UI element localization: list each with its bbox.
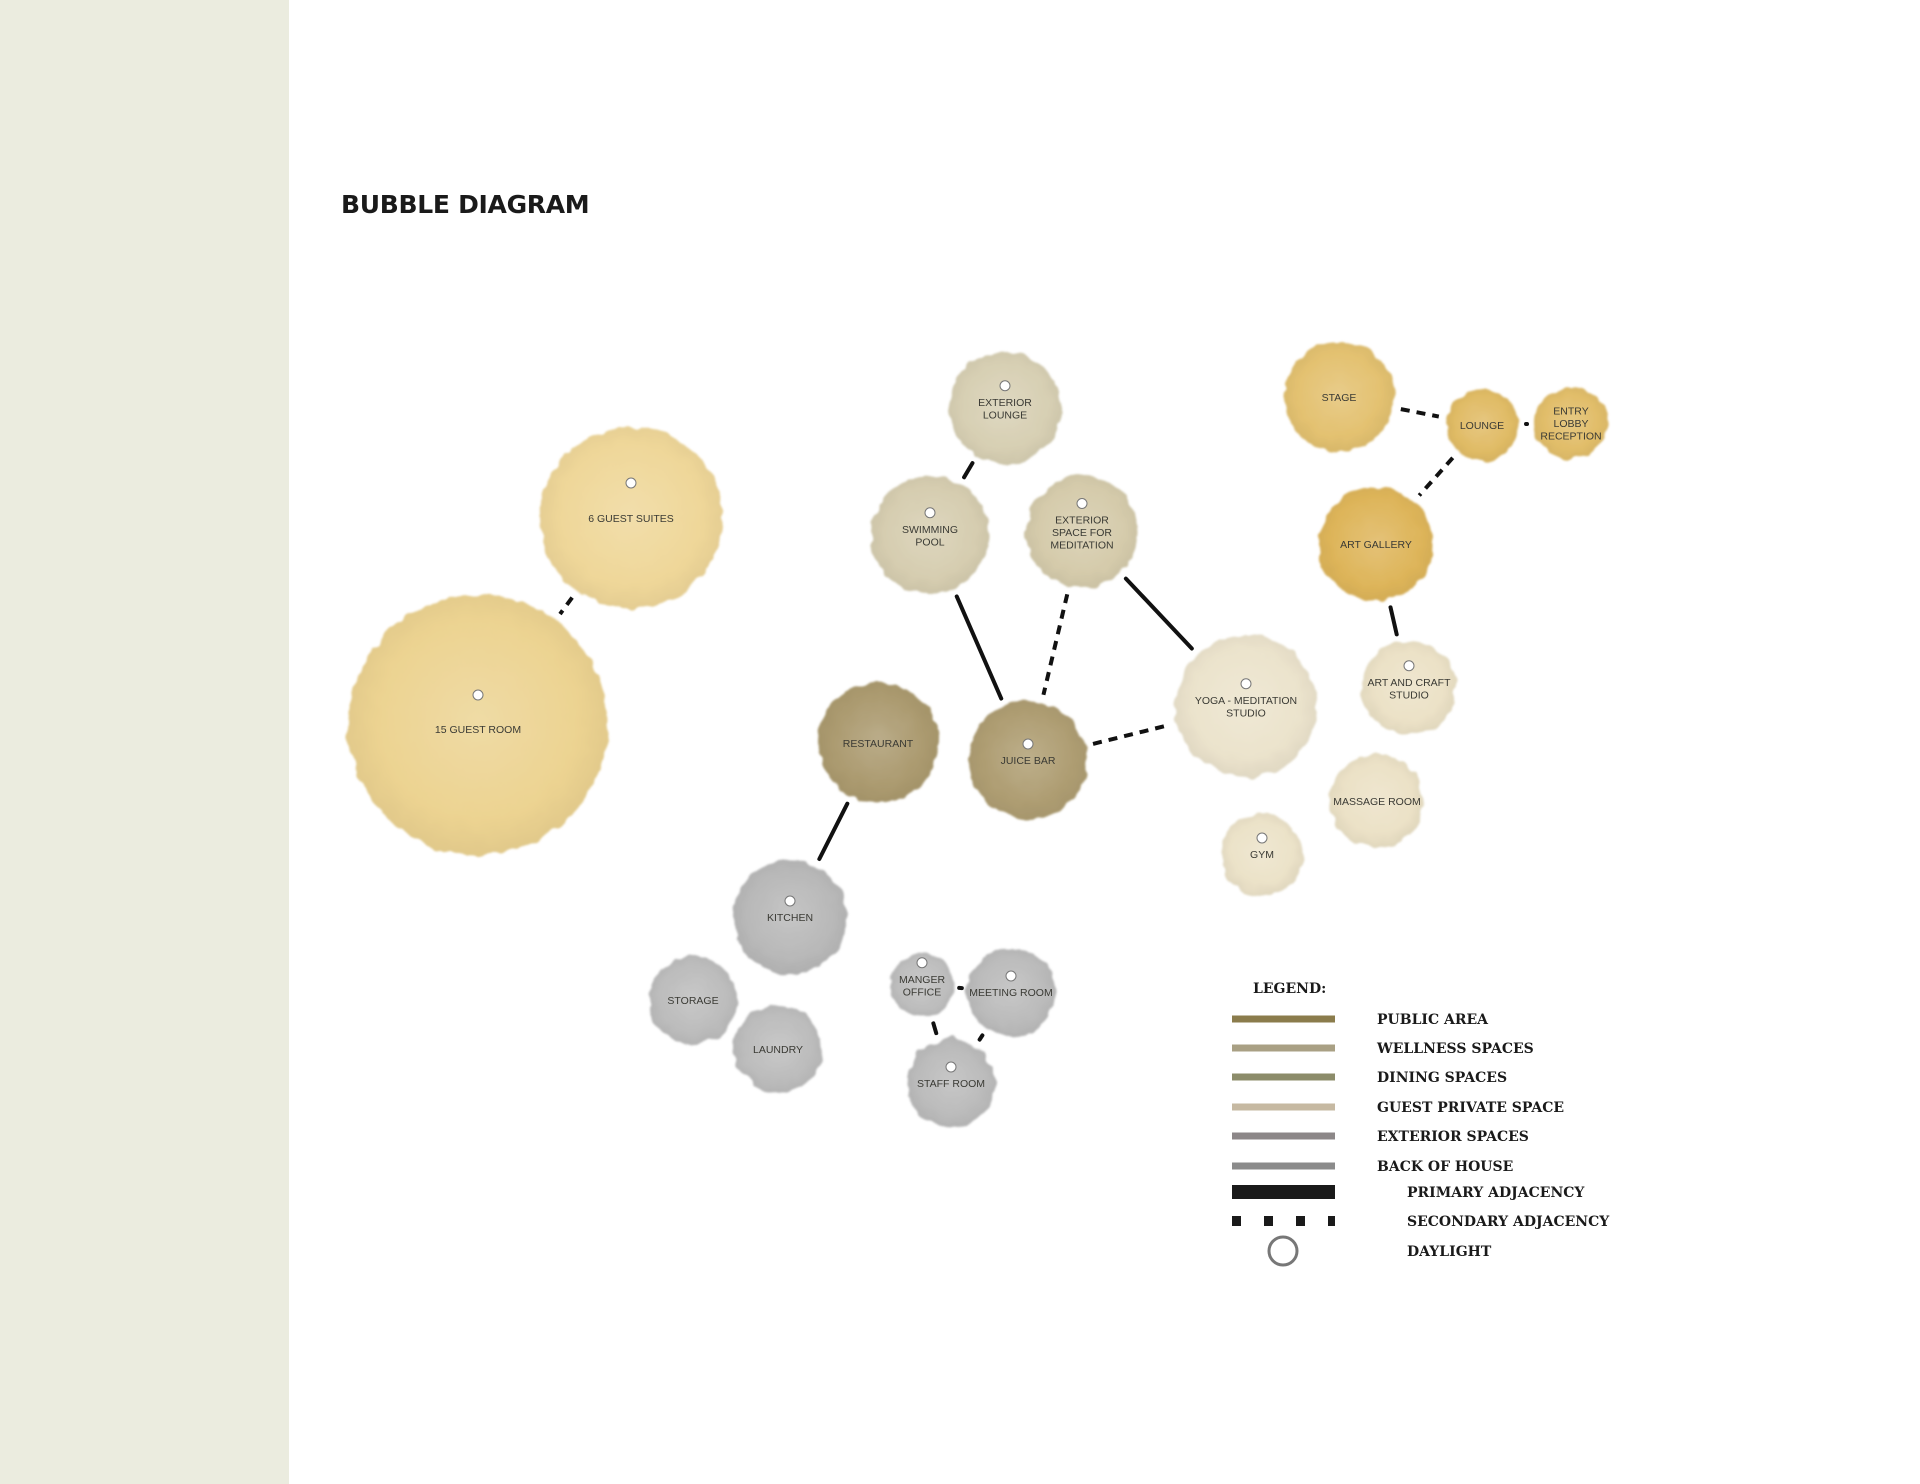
bubble-label: POOL bbox=[915, 536, 945, 549]
bubble-juice-bar bbox=[969, 701, 1087, 819]
bubble-art-craft-studio bbox=[1362, 641, 1456, 735]
legend-item bbox=[1232, 1129, 1529, 1145]
daylight-icon bbox=[1000, 381, 1010, 391]
bubble-swimming-pool bbox=[871, 476, 989, 594]
bubble-stage bbox=[1284, 342, 1394, 452]
bubble-label: 6 GUEST SUITES bbox=[588, 513, 674, 525]
bubble-label: 15 GUEST ROOM bbox=[434, 724, 522, 736]
daylight-icon bbox=[925, 508, 935, 518]
primary-adjacency-line bbox=[1126, 579, 1192, 649]
secondary-adjacency-line bbox=[1401, 409, 1439, 416]
secondary-adjacency-line bbox=[1419, 458, 1452, 496]
daylight-icon bbox=[946, 1062, 956, 1072]
primary-adjacency-line bbox=[980, 1035, 983, 1039]
bubble-label: LAUNDRY bbox=[753, 1044, 803, 1056]
primary-adjacency-line bbox=[964, 463, 972, 477]
legend-label: PUBLIC AREA bbox=[1377, 1012, 1489, 1028]
daylight-icon bbox=[1241, 679, 1251, 689]
bubble-label: ENTRY bbox=[1553, 405, 1589, 418]
bubble-label: LOUNGE bbox=[982, 409, 1028, 422]
bubble-restaurant bbox=[818, 683, 938, 803]
bubble-label: MEDITATION bbox=[1050, 539, 1114, 552]
bubble-label: STAGE bbox=[1321, 392, 1357, 404]
bubble-guest-suites bbox=[540, 427, 722, 609]
bubble-label: OFFICE bbox=[902, 986, 942, 999]
bubble-exterior-meditation bbox=[1026, 476, 1138, 588]
bubble-lounge bbox=[1446, 389, 1518, 461]
bubble-manager-office bbox=[890, 953, 954, 1017]
bubble-label: STUDIO bbox=[1226, 707, 1266, 720]
bubble-label: MANGER bbox=[898, 973, 946, 986]
daylight-icon bbox=[1023, 739, 1033, 749]
legend-label: BACK OF HOUSE bbox=[1377, 1159, 1514, 1175]
bubble-label: MASSAGE ROOM bbox=[1333, 796, 1421, 808]
legend-label: GUEST PRIVATE SPACE bbox=[1377, 1100, 1565, 1116]
bubble-label: STAFF ROOM bbox=[916, 1078, 986, 1090]
bubble-label: EXTERIOR bbox=[1055, 514, 1109, 527]
bubble-art-gallery bbox=[1319, 487, 1433, 601]
legend-item bbox=[1232, 1185, 1585, 1201]
legend-label: EXTERIOR SPACES bbox=[1377, 1129, 1529, 1145]
bubble-label: MEETING ROOM bbox=[969, 987, 1053, 999]
bubble-label: ART AND CRAFT bbox=[1367, 676, 1451, 689]
bubble-exterior-lounge bbox=[949, 352, 1061, 464]
legend-item bbox=[1232, 1100, 1564, 1116]
bubble-label: KITCHEN bbox=[766, 912, 814, 924]
bubble-label: JUICE BAR bbox=[1000, 755, 1056, 767]
primary-adjacency-line bbox=[819, 804, 847, 859]
daylight-icon bbox=[1077, 499, 1087, 509]
daylight-icon bbox=[785, 896, 795, 906]
primary-adjacency-line bbox=[1391, 607, 1397, 634]
legend-item bbox=[1232, 1012, 1489, 1028]
bubble-label: SWIMMING bbox=[902, 523, 958, 536]
primary-adjacency-line bbox=[933, 1023, 936, 1033]
daylight-icon bbox=[626, 478, 636, 488]
legend-label: SECONDARY ADJACENCY bbox=[1407, 1214, 1610, 1230]
legend-label: WELLNESS SPACES bbox=[1377, 1041, 1534, 1057]
legend-item bbox=[1232, 1159, 1513, 1175]
legend-label: DINING SPACES bbox=[1377, 1070, 1508, 1086]
legend-item bbox=[1269, 1237, 1492, 1265]
legend-item bbox=[1232, 1214, 1610, 1230]
bubble-label: STUDIO bbox=[1389, 689, 1429, 702]
bubble-label: ART GALLERY bbox=[1340, 539, 1412, 551]
daylight-icon bbox=[1404, 661, 1414, 671]
bubble-label: RESTAURANT bbox=[842, 738, 914, 750]
bubble-staff-room bbox=[907, 1039, 995, 1127]
legend-label: DAYLIGHT bbox=[1407, 1244, 1492, 1260]
bubble-label: YOGA - MEDITATION bbox=[1194, 694, 1298, 707]
secondary-adjacency-line bbox=[560, 598, 572, 614]
bubble-label: RECEPTION bbox=[1540, 430, 1602, 443]
legend-label: PRIMARY ADJACENCY bbox=[1407, 1185, 1585, 1201]
daylight-icon bbox=[473, 690, 483, 700]
bubble-yoga-studio bbox=[1175, 635, 1317, 777]
bubble-massage-room bbox=[1330, 754, 1424, 848]
page-title: BUBBLE DIAGRAM bbox=[341, 190, 590, 219]
legend bbox=[1232, 981, 1610, 1265]
primary-adjacency-line bbox=[957, 596, 1001, 698]
bubble-meeting-room bbox=[967, 948, 1055, 1036]
secondary-adjacency-line bbox=[1043, 594, 1067, 695]
bubble-label: LOUNGE bbox=[1459, 420, 1505, 432]
bubble-label: SPACE FOR bbox=[1052, 527, 1112, 539]
bubble-label: STORAGE bbox=[667, 995, 719, 1007]
bubble-label: LOBBY bbox=[1553, 418, 1589, 430]
bubble-laundry bbox=[734, 1005, 822, 1093]
daylight-icon bbox=[1006, 971, 1016, 981]
bubble-storage bbox=[649, 956, 737, 1044]
daylight-icon bbox=[1269, 1237, 1297, 1265]
bubble-label: EXTERIOR bbox=[978, 396, 1032, 409]
bubble-kitchen bbox=[733, 860, 847, 974]
space-bubbles bbox=[348, 342, 1607, 1127]
daylight-icon bbox=[1257, 833, 1267, 843]
secondary-adjacency-line bbox=[1093, 725, 1169, 744]
legend-item bbox=[1232, 1041, 1534, 1057]
legend-heading: LEGEND: bbox=[1253, 981, 1327, 997]
bubble-label: GYM bbox=[1250, 849, 1274, 861]
legend-item bbox=[1232, 1070, 1507, 1086]
bubble-guest-room bbox=[348, 595, 608, 855]
bubble-entry-lobby bbox=[1535, 387, 1607, 459]
bubble-gym bbox=[1221, 813, 1303, 895]
daylight-icon bbox=[917, 958, 927, 968]
